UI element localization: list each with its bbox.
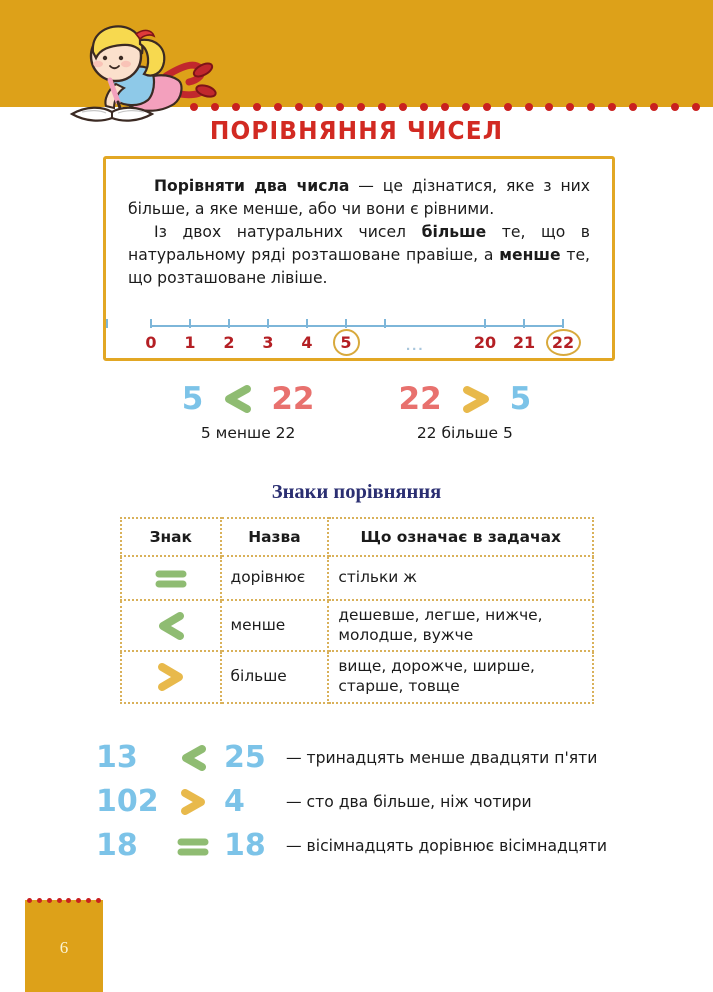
header-dot [587, 103, 595, 111]
comparison-signs-table [120, 517, 594, 704]
number-line-label-0: 0 [145, 333, 157, 352]
footer-dot [37, 898, 42, 903]
example-right-number: 25 [224, 740, 266, 775]
header-dot [399, 103, 407, 111]
footer-dot [66, 898, 71, 903]
comparison-expression [399, 378, 532, 420]
header-dot [504, 103, 512, 111]
footer-dot [96, 898, 101, 903]
definition-paragraph-2 [128, 221, 590, 290]
header-dot [274, 103, 282, 111]
number-line-tick [484, 319, 486, 328]
table-header-name: Назва [221, 518, 329, 556]
table-header-sign: Знак [121, 518, 221, 556]
equals-icon [152, 565, 190, 591]
example-left-number: 13 [96, 740, 138, 775]
header-dot [441, 103, 449, 111]
comparison-right-number: 22 [271, 380, 315, 417]
section-title: Знаки порівняння [271, 481, 442, 503]
number-line-tick [384, 319, 386, 328]
number-line-highlight-22 [546, 329, 581, 356]
header-dot [483, 103, 491, 111]
header-dot [253, 103, 261, 111]
header-dot [629, 103, 637, 111]
comparison-caption: 22 більше 5 [416, 424, 513, 442]
footer-dot-row [25, 896, 103, 904]
header-dot [420, 103, 428, 111]
definition-p2-bold-greater: більше [421, 223, 487, 242]
number-line-label-22: 22 [551, 333, 575, 352]
table-header-row [121, 518, 593, 556]
definition-paragraph-1 [128, 175, 590, 221]
table-header-meaning: Що означає в задачах [328, 518, 593, 556]
header-dot [650, 103, 658, 111]
comparison-item-less [182, 378, 315, 442]
greater-than-icon [154, 660, 188, 694]
greater-than-icon [459, 382, 493, 416]
table-cell-name: менше [221, 600, 329, 651]
example-row [0, 736, 713, 780]
table-cell-sign [121, 556, 221, 600]
number-line-label-3: 3 [262, 333, 274, 352]
header-dot [378, 103, 386, 111]
number-line-label-20: 20 [473, 333, 497, 352]
header-dot [608, 103, 616, 111]
example-row [0, 780, 713, 824]
table-cell-meaning: стільки ж [328, 556, 593, 600]
footer-dot [86, 898, 91, 903]
table-cell-name: дорівнює [221, 556, 329, 600]
header-dot [545, 103, 553, 111]
page-title: ПОРІВНЯННЯ ЧИСЕЛ [209, 116, 504, 145]
worked-examples [0, 736, 713, 868]
header-dot [462, 103, 470, 111]
table-row [121, 556, 593, 600]
comparison-examples [0, 378, 713, 442]
example-right-number: 4 [224, 784, 245, 819]
comparison-caption: 5 менше 22 [200, 424, 296, 442]
greater-than-icon [162, 785, 224, 819]
definition-p2-b: те, що в натуральному ряді розташоване правіше, а [128, 223, 590, 265]
table-cell-sign [121, 651, 221, 702]
example-right-number: 18 [224, 828, 266, 863]
less-than-icon [162, 741, 224, 775]
header-dot [357, 103, 365, 111]
comparison-left-number: 5 [181, 380, 204, 417]
number-line-highlight-5 [333, 329, 360, 356]
definition-p2-a: Із двох натуральних чисел [154, 223, 422, 242]
footer-dot [47, 898, 52, 903]
footer-dot [57, 898, 62, 903]
definition-p2-bold-less: менше [499, 246, 561, 265]
comparison-right-number: 5 [509, 380, 532, 417]
header-dot [671, 103, 679, 111]
footer-dot [27, 898, 32, 903]
header-dot-row [190, 101, 700, 113]
number-line-tick [228, 319, 230, 328]
comparison-expression [182, 378, 315, 420]
header-dot [211, 103, 219, 111]
footer-dot [76, 898, 81, 903]
example-row [0, 824, 713, 868]
table-row [121, 651, 593, 702]
table-row [121, 600, 593, 651]
number-line-axis [150, 325, 562, 327]
example-description: — тринадцять менше двадцяти п'яти [286, 749, 598, 767]
header-dot [692, 103, 700, 111]
header-dot [566, 103, 574, 111]
number-line-label-2: 2 [223, 333, 235, 352]
definition-term: Порівняти два числа [154, 177, 350, 195]
definition-paragraph-1-rest: — це дізнатися, яке з них більше, а яке менше, або чи вони є рівними. [128, 177, 590, 219]
definition-text [106, 159, 612, 290]
header-dot [336, 103, 344, 111]
equals-icon [162, 833, 224, 859]
header-dot [295, 103, 303, 111]
number-line-tick [189, 319, 191, 328]
number-line [106, 311, 618, 363]
header-dot [190, 103, 198, 111]
header-dot [525, 103, 533, 111]
table-cell-meaning: вище, дорожче, ширше, старше, товще [328, 651, 593, 702]
table-cell-meaning: дешевше, легше, нижче, молодше, вужче [328, 600, 593, 651]
number-line-label-1: 1 [184, 333, 196, 352]
page-number: 6 [59, 938, 69, 957]
comparison-left-number: 22 [398, 380, 442, 417]
number-line-tick [150, 319, 152, 328]
number-line-tick [523, 319, 525, 328]
example-left-number: 102 [96, 784, 159, 819]
number-line-label-21: 21 [512, 333, 536, 352]
table-cell-name: більше [221, 651, 329, 702]
less-than-icon [154, 609, 188, 643]
table-cell-sign [121, 600, 221, 651]
number-line-tick [345, 319, 347, 328]
number-line-label-5: 5 [340, 333, 352, 352]
less-than-icon [220, 382, 254, 416]
header-dot [315, 103, 323, 111]
example-description: — вісімнадцять дорівнює вісімнадцяти [286, 837, 608, 855]
number-line-tick [306, 319, 308, 328]
comparison-item-greater [399, 378, 532, 442]
header-dot [232, 103, 240, 111]
number-line-tick [267, 319, 269, 328]
definition-box [103, 156, 615, 361]
example-description: — сто два більше, ніж чотири [286, 793, 532, 811]
example-left-number: 18 [96, 828, 138, 863]
number-line-tick [562, 319, 564, 328]
definition-p2-c: те, що розташоване лівіше. [128, 246, 591, 288]
number-line-label-4: 4 [301, 333, 313, 352]
number-line-ellipsis: ... [406, 337, 425, 354]
